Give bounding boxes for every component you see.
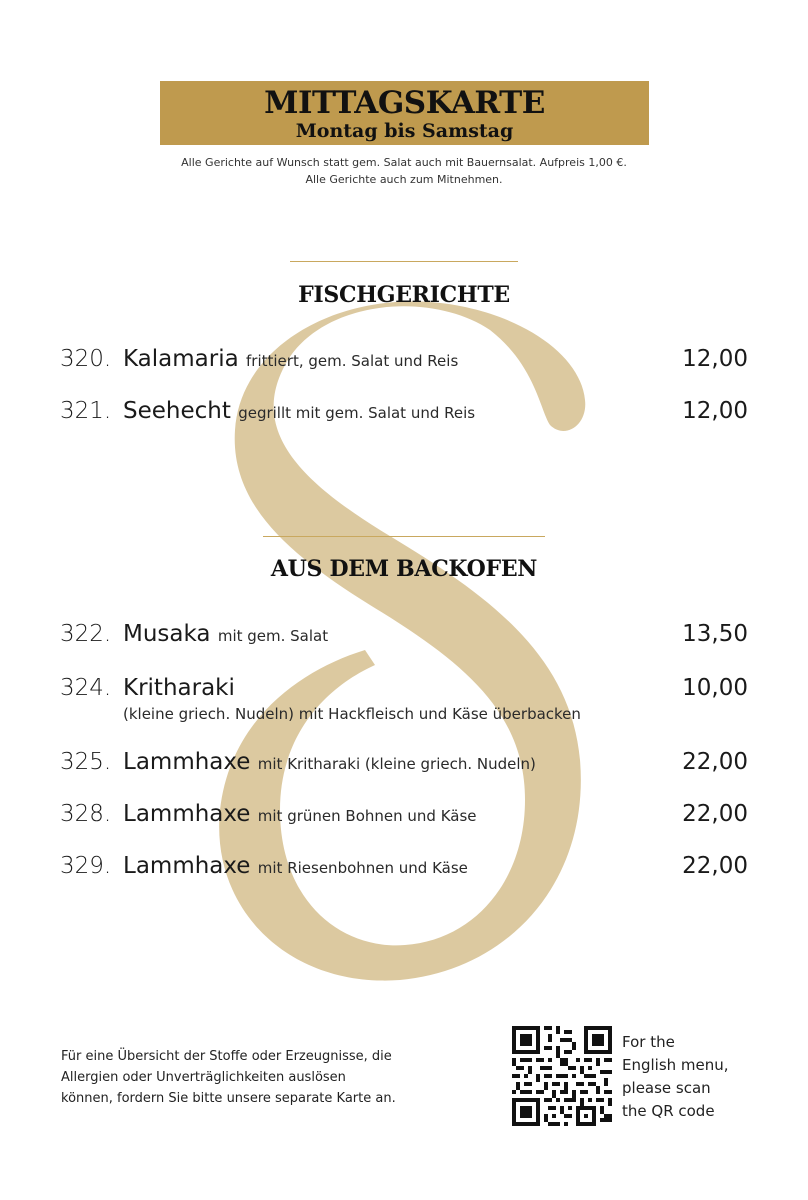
note-line: Alle Gerichte auch zum Mitnehmen. [305,173,503,186]
item-description: mit Kritharaki (kleine griech. Nudeln) [257,755,536,773]
item-price: 12,00 [682,398,748,424]
menu-notes [0,154,808,188]
item-description: mit Riesenbohnen und Käse [257,859,468,877]
item-number: 329. [60,853,112,879]
qr-code[interactable] [512,1026,612,1126]
item-price: 22,00 [682,801,748,827]
section-divider [263,536,545,537]
item-number: 320. [60,346,112,372]
item-price: 22,00 [682,853,748,879]
item-number: 324. [60,675,112,701]
item-number: 322. [60,621,112,647]
page-subtitle: Montag bis Samstag [295,120,514,142]
page-title: MITTAGSKARTE [264,85,545,121]
item-name: Lammhaxe [123,749,251,775]
item-price: 10,00 [682,675,748,701]
item-name: Kalamaria [123,346,239,372]
item-description: frittiert, gem. Salat und Reis [246,352,459,370]
item-name: Lammhaxe [123,853,251,879]
qr-instructions [622,1031,762,1123]
qr-text-line: English menu, [622,1056,729,1074]
item-name: Kritharaki [123,675,235,701]
qr-text-line: the QR code [622,1102,715,1120]
item-description: gegrillt mit gem. Salat und Reis [238,404,476,422]
item-number: 325. [60,749,112,775]
item-number: 328. [60,801,112,827]
item-description: mit grünen Bohnen und Käse [257,807,477,825]
item-price: 12,00 [682,346,748,372]
item-price: 13,50 [682,621,748,647]
item-name: Musaka [123,621,211,647]
section-title-aus-dem-backofen: AUS DEM BACKOFEN [270,556,538,582]
note-line: Alle Gerichte auf Wunsch statt gem. Salat auch mit Bauernsalat. Aufpreis 1,00 €. [181,156,627,169]
qr-text-line: please scan [622,1079,711,1097]
item-description: (kleine griech. Nudeln) mit Hackfleisch und Käse überbacken [123,705,581,723]
section-divider [290,261,518,262]
item-name: Lammhaxe [123,801,251,827]
item-description: mit gem. Salat [217,627,329,645]
allergy-note: Für eine Übersicht der Stoffe oder Erzeugnisse, die Allergien oder Unverträglichkeiten auslösen können, fordern Sie bitte unsere separate Karte an. [61,1049,396,1106]
qr-text-line: For the [622,1033,675,1051]
header-banner [160,81,649,145]
item-price: 22,00 [682,749,748,775]
item-name: Seehecht [123,398,231,424]
item-number: 321. [60,398,112,424]
section-title-fischgerichte: FISCHGERICHTE [298,282,510,308]
